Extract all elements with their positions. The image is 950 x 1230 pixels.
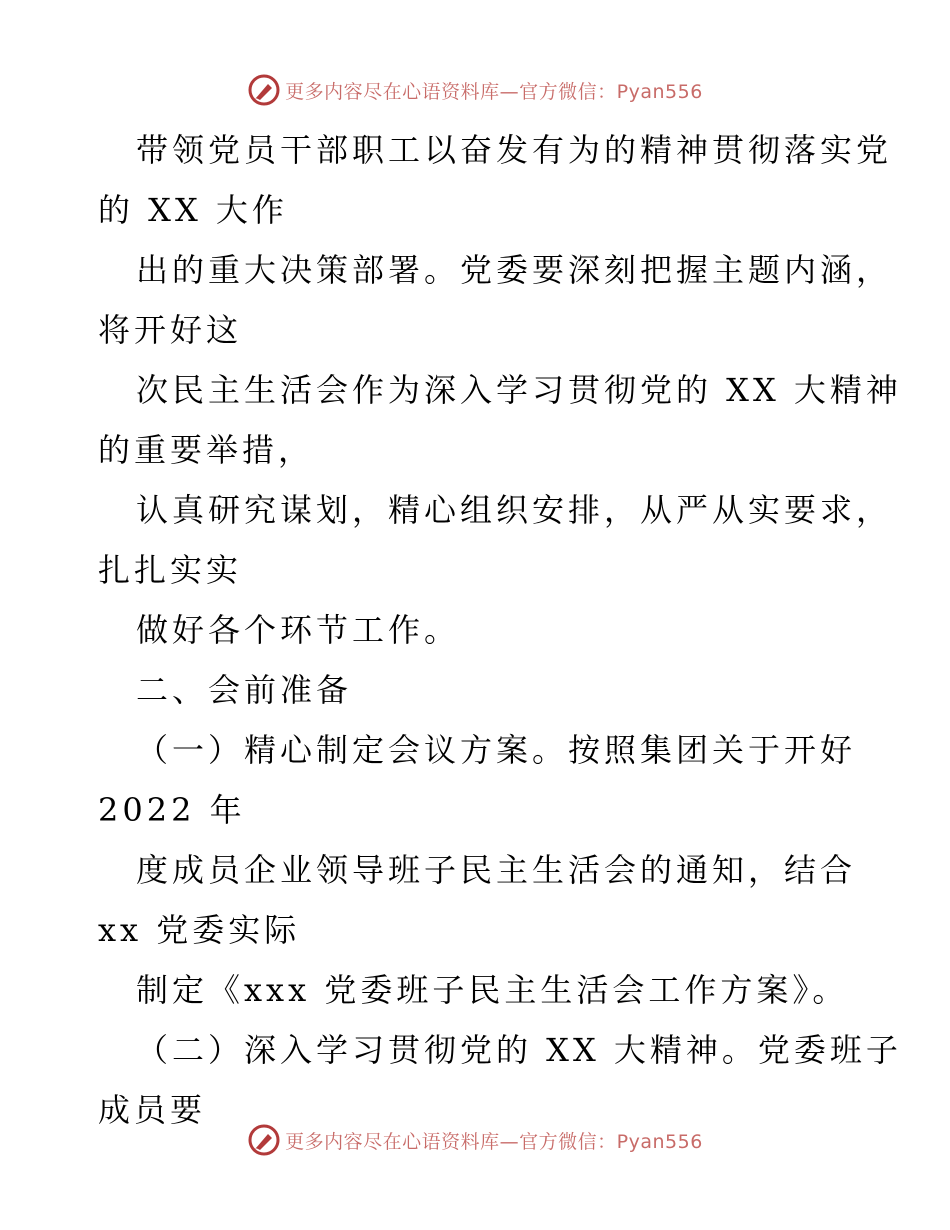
text-line: 度成员企业领导班子民主生活会的通知，结合: [136, 851, 857, 889]
text-line: xx 党委实际: [98, 911, 301, 949]
text-line: 制定《xxx 党委班子民主生活会工作方案》。: [136, 971, 849, 1009]
footer-watermark-banner: [0, 1120, 950, 1160]
text-line: 认真研究谋划，精心组织安排，从严从实要求，: [136, 491, 893, 529]
text-line: 将开好这: [98, 311, 243, 349]
text-line: 出的重大决策部署。党委要深刻把握主题内涵，: [136, 251, 893, 289]
text-line: 成员要: [98, 1091, 207, 1129]
text-line: 做好各个环节工作。: [136, 611, 461, 649]
text-line: 扎扎实实: [98, 551, 243, 589]
text-line: （一）精心制定会议方案。按照集团关于开好: [136, 731, 857, 769]
header-watermark-banner: [0, 70, 950, 110]
text-line: 2022 年: [98, 791, 246, 829]
document-body: [98, 120, 902, 1140]
text-line: 次民主生活会作为深入学习贯彻党的 XX 大精神: [136, 371, 902, 409]
text-line: 二、会前准备: [136, 671, 353, 709]
pen-nib-logo-icon: [247, 1123, 281, 1157]
text-line: 的 XX 大作: [98, 191, 288, 229]
text-line: （二）深入学习贯彻党的 XX 大精神。党委班子: [136, 1031, 902, 1069]
text-line: 的重要举措，: [98, 431, 315, 469]
watermark-text: 更多内容尽在心语资料库—官方微信：Pyan556: [285, 1130, 703, 1153]
watermark-text: 更多内容尽在心语资料库—官方微信：Pyan556: [285, 80, 703, 103]
pen-nib-logo-icon: [247, 73, 281, 107]
text-line: 带领党员干部职工以奋发有为的精神贯彻落实党: [136, 131, 893, 169]
